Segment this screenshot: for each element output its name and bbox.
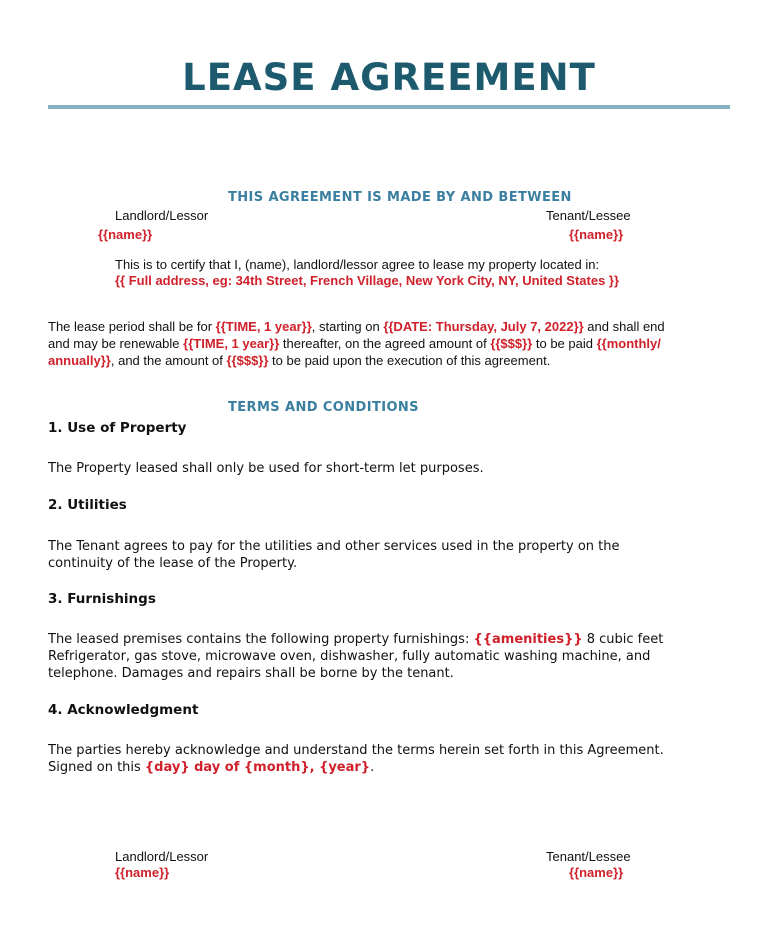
title-divider [48,105,730,109]
signed-date-placeholder: {day} day of {month}, {year} [144,760,371,775]
renewal-time-placeholder: {{TIME, 1 year}} [183,336,280,351]
landlord-name-placeholder: {{name}} [98,227,153,242]
text-segment: Signed on this [48,760,145,775]
body-line: The Tenant agrees to pay for the utilities and other services used in the property on the [48,539,620,554]
frequency-placeholder: {{monthly/ [596,336,661,351]
amount-placeholder: {{$$$}} [490,336,533,351]
text-segment: , and the amount of [110,353,227,368]
text-segment: to be paid upon the execution of this agreement. [268,353,551,368]
section-title-acknowledgment: 4. Acknowledgment [48,702,199,718]
section-title-utilities: 2. Utilities [48,497,127,513]
tenant-label: Tenant/Lessee [546,208,631,223]
time-placeholder: {{TIME, 1 year}} [215,319,312,334]
page-title: LEASE AGREEMENT [182,56,596,99]
section-title-furnishings: 3. Furnishings [48,591,156,607]
section-body-acknowledgment [48,742,748,776]
signature-tenant-name: {{name}} [569,865,624,880]
signature-tenant-label: Tenant/Lessee [546,849,631,864]
signature-landlord-name: {{name}} [115,865,170,880]
agreement-heading: THIS AGREEMENT IS MADE BY AND BETWEEN [228,190,572,205]
section-title-use-of-property: 1. Use of Property [48,420,187,436]
text-segment: and may be renewable [48,336,184,351]
text-segment: thereafter, on the agreed amount of [279,336,491,351]
text-segment: . [370,760,375,775]
date-placeholder: {{DATE: Thursday, July 7, 2022}} [383,319,584,334]
amenities-placeholder: {{amenities}} [473,632,583,647]
section-body-use-of-property: The Property leased shall only be used for short-term let purposes. [48,461,484,476]
text-segment: and shall end [583,319,665,334]
section-body-furnishings [48,631,748,682]
section-body-utilities [48,538,748,572]
body-line: The parties hereby acknowledge and understand the terms herein set forth in this Agreement. [48,743,664,758]
text-segment: to be paid [532,336,597,351]
landlord-label: Landlord/Lessor [115,208,209,223]
tenant-name-placeholder: {{name}} [569,227,624,242]
execution-amount-placeholder: {{$$$}} [226,353,269,368]
text-segment: 8 cubic feet [582,632,664,647]
text-segment: , starting on [311,319,384,334]
certify-statement: This is to certify that I, (name), landlord/lessor agree to lease my property located in: [115,257,600,272]
text-segment: The lease period shall be for [48,319,216,334]
body-line: Refrigerator, gas stove, microwave oven, dishwasher, fully automatic washing machine, and [48,649,651,664]
body-line: telephone. Damages and repairs shall be borne by the tenant. [48,666,454,681]
address-placeholder: {{ Full address, eg: 34th Street, French Village, New York City, NY, United States }} [115,273,620,288]
terms-heading: TERMS AND CONDITIONS [228,400,419,415]
lease-period-paragraph [48,318,748,369]
signature-landlord-label: Landlord/Lessor [115,849,209,864]
text-segment: The leased premises contains the following property furnishings: [48,632,474,647]
frequency-placeholder-cont: annually}} [48,353,111,368]
body-line: continuity of the lease of the Property. [48,556,298,571]
